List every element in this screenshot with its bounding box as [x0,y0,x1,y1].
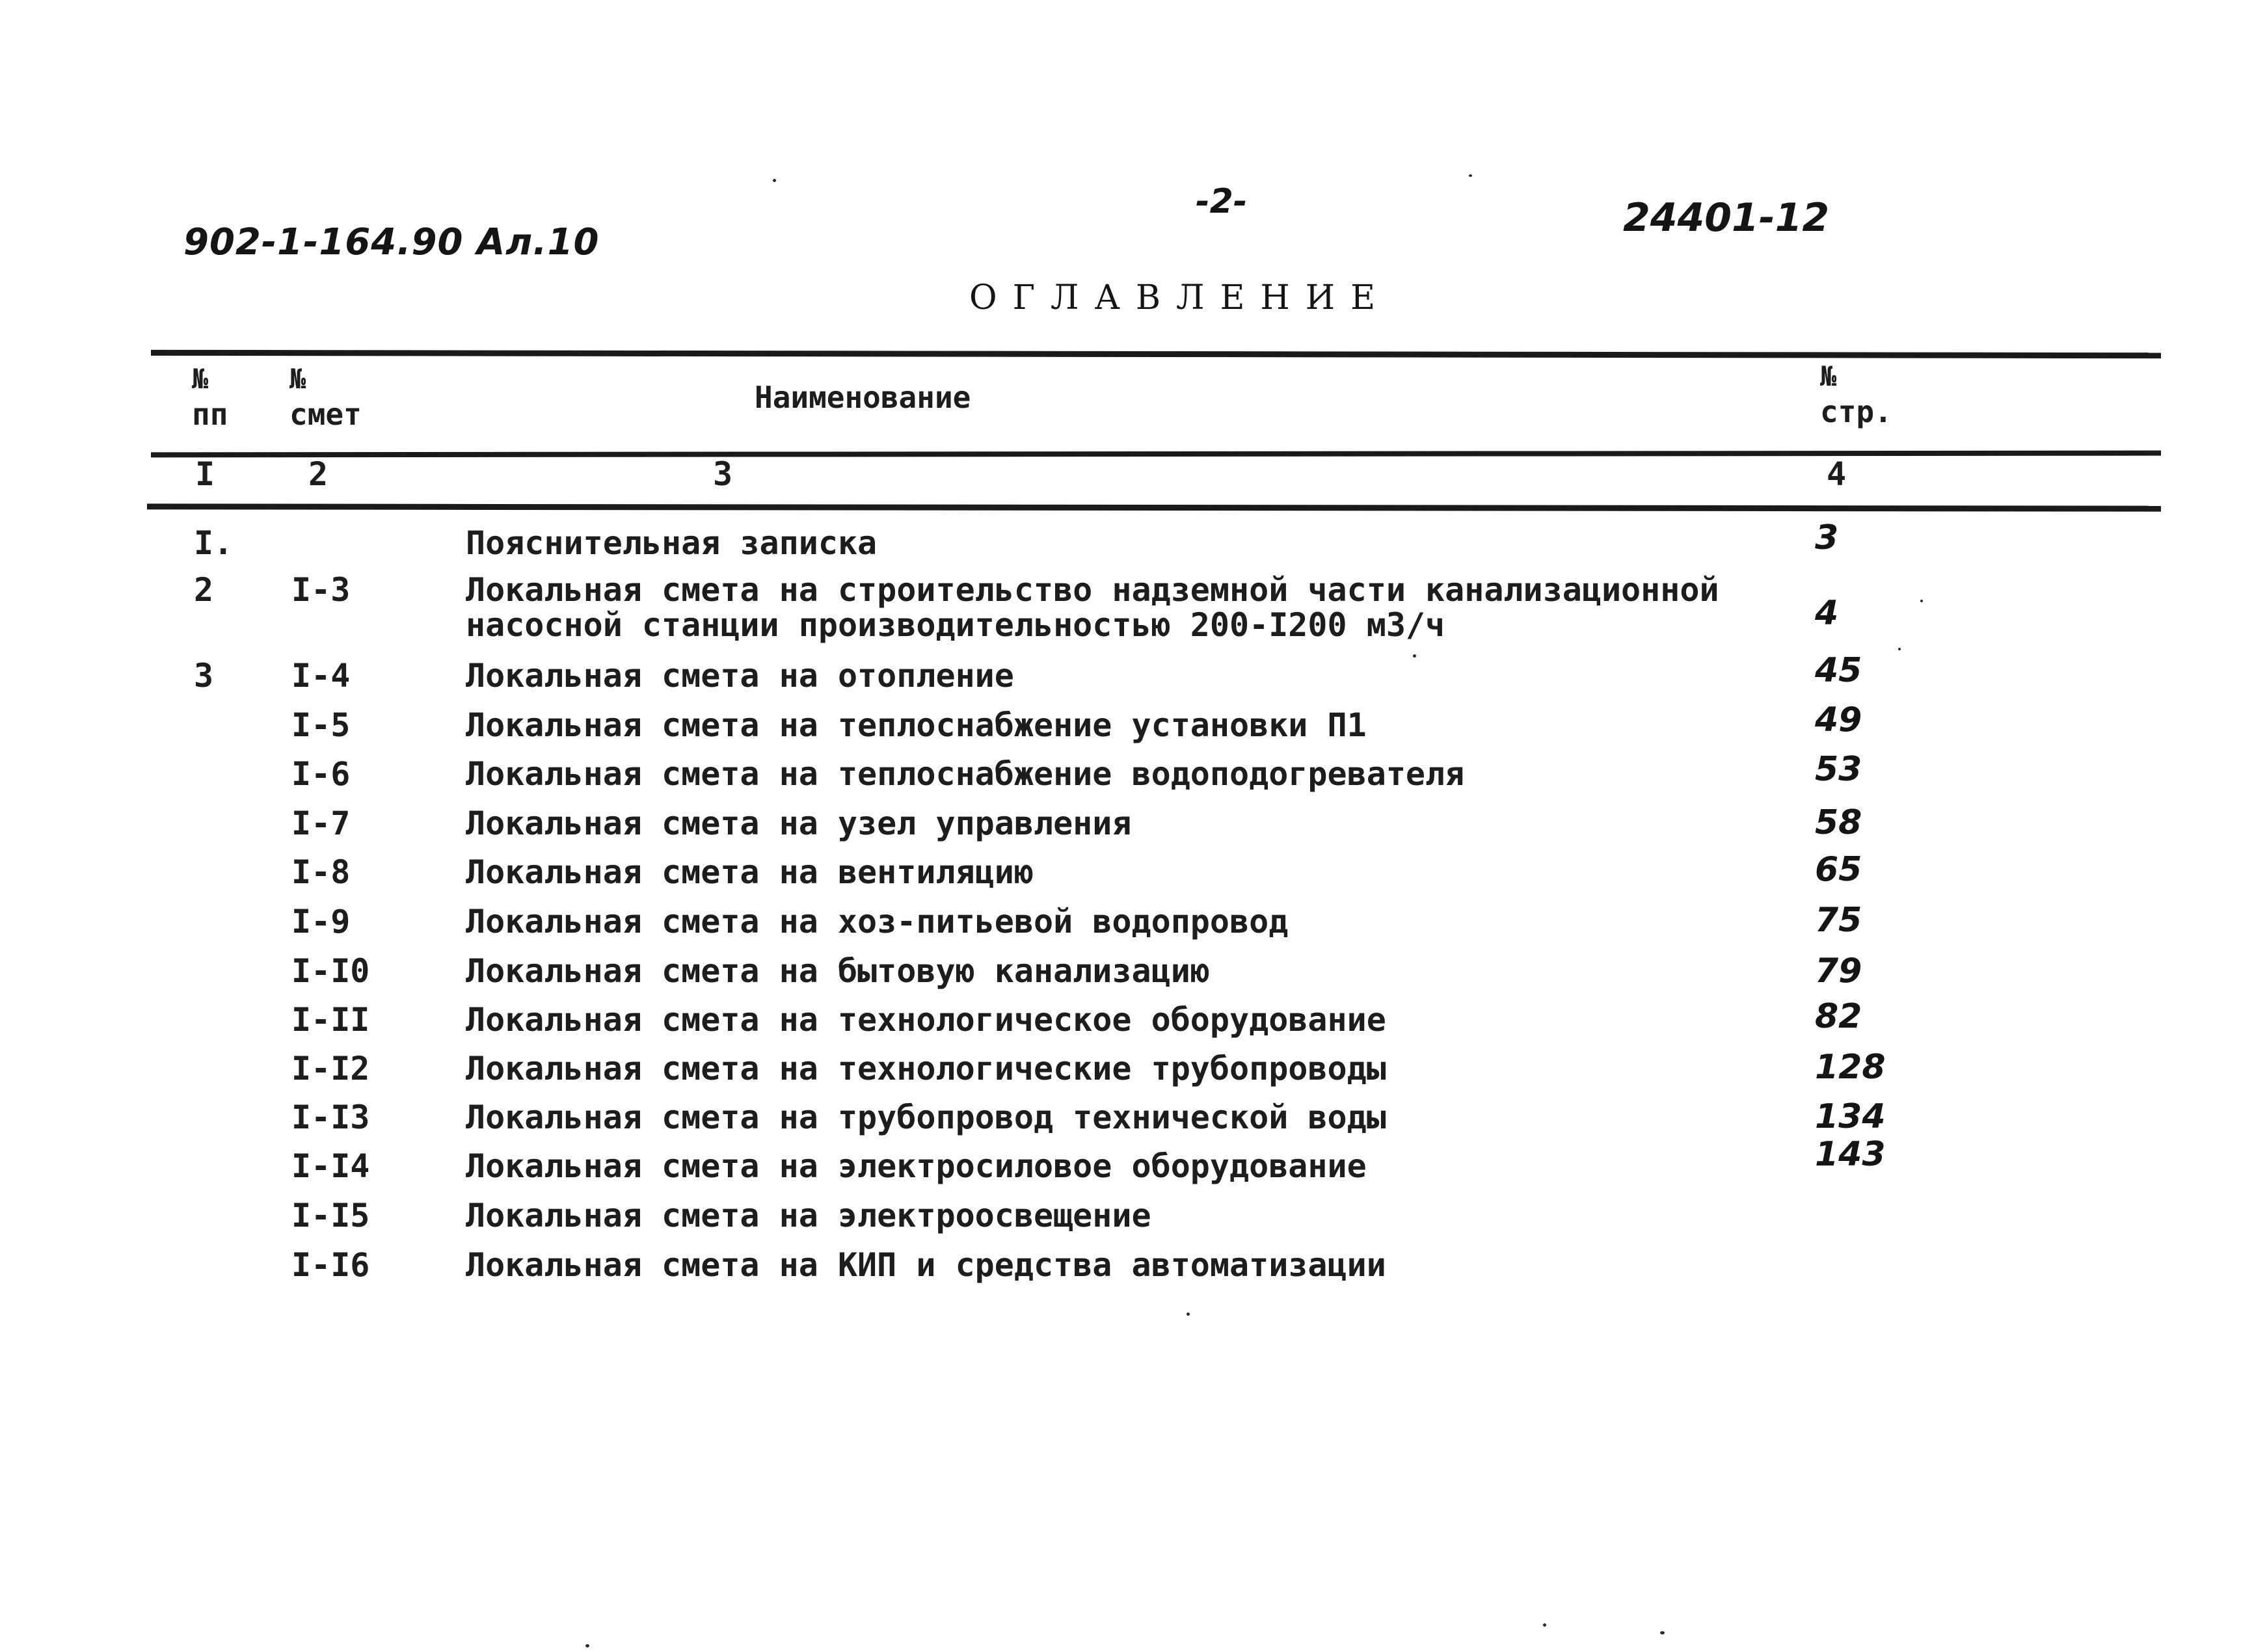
row-estimate-number: I-8 [291,853,351,891]
document-code: 902-1-164.90 Ал.10 [183,221,600,263]
scan-speck [1187,1312,1190,1316]
row-title-line: насосной станции производительностью 200-I200 м3/ч [466,606,1445,644]
column-number-1: I [195,455,215,493]
row-page-number: 134 [1815,1097,1886,1136]
row-title-line: Локальная смета на хоз-питьевой водопровод [466,903,1289,940]
row-estimate-number: I-I3 [291,1099,370,1136]
row-page-number: 49 [1815,700,1862,739]
row-page-number: 65 [1815,850,1862,889]
row-title [466,658,1014,693]
header-page-number-sign: № [1820,360,1837,392]
row-pp-number: I. [194,524,234,562]
row-title-line: Локальная смета на узел управления [466,805,1132,842]
row-estimate-number: I-I2 [291,1050,370,1087]
row-page-number: 58 [1815,803,1862,842]
row-estimate-number: I-3 [291,571,351,609]
row-title [466,953,1210,989]
header-smet-number-sign: № [289,363,306,395]
row-title [466,572,1719,643]
row-estimate-number: I-I5 [291,1197,370,1234]
row-estimate-number: I-II [291,1001,370,1039]
row-title-line: Локальная смета на технологическое оборудование [466,1001,1386,1039]
row-title-line: Локальная смета на трубопровод технической воды [466,1099,1386,1136]
scan-speck [1543,1623,1546,1627]
row-estimate-number: I-5 [291,706,351,744]
row-title-line: Локальная смета на отопление [466,657,1014,695]
row-title [466,1002,1386,1037]
row-title-line: Пояснительная записка [466,524,878,562]
row-title [466,1198,1151,1233]
row-title [466,756,1464,792]
row-title-line: Локальная смета на строительство надземной части канализационной [466,571,1719,609]
header-pp-label: пп [192,397,228,432]
row-title [466,806,1132,841]
row-title-line: Локальная смета на технологические трубопроводы [466,1050,1386,1087]
scan-speck [585,1644,589,1647]
row-title [466,904,1288,939]
column-number-4: 4 [1827,455,1847,493]
row-page-number: 4 [1815,594,1839,633]
row-title [466,1247,1386,1283]
row-estimate-number: I-I0 [291,952,370,990]
row-title [466,1051,1386,1086]
header-page-label: стр. [1820,394,1892,429]
column-number-2: 2 [308,455,329,493]
page-number: -2- [1196,182,1248,221]
row-title-line: Локальная смета на электросиловое оборудование [466,1147,1367,1185]
row-page-number: 82 [1815,997,1862,1036]
row-pp-number: 3 [194,657,214,695]
row-page-number: 53 [1815,750,1862,789]
header-smet-label: смет [289,397,362,432]
row-title-line: Локальная смета на КИП и средства автоматизации [466,1246,1386,1284]
scan-speck [773,179,776,182]
scan-speck [1898,648,1901,650]
row-title [466,708,1367,743]
header-pp-number-sign: № [192,363,209,395]
scan-speck [1413,654,1416,658]
row-page-number: 75 [1815,901,1862,940]
row-title [466,526,877,561]
row-title-line: Локальная смета на вентиляцию [466,853,1034,891]
row-title-line: Локальная смета на бытовую канализацию [466,952,1210,990]
row-page-number: 3 [1815,518,1839,557]
row-title-line: Локальная смета на теплоснабжение установки П1 [466,706,1367,744]
row-estimate-number: I-4 [291,657,351,695]
row-title [466,855,1034,890]
row-page-number: 45 [1815,651,1862,690]
row-estimate-number: I-7 [291,805,351,842]
header-name: Наименование [755,380,971,415]
row-page-number: 79 [1815,952,1862,991]
scan-speck [1920,600,1923,602]
row-estimate-number: I-I4 [291,1147,370,1185]
column-number-3: 3 [713,455,733,493]
row-estimate-number: I-6 [291,755,351,793]
row-pp-number: 2 [194,571,214,609]
row-title-line: Локальная смета на теплоснабжение водоподогревателя [466,755,1465,793]
row-title-line: Локальная смета на электроосвещение [466,1197,1151,1234]
row-estimate-number: I-9 [291,903,351,940]
row-title [466,1100,1386,1135]
scan-speck [1660,1631,1665,1634]
scan-speck [1469,174,1472,177]
row-estimate-number: I-I6 [291,1246,370,1284]
toc-title: ОГЛАВЛЕНИЕ [969,278,1391,317]
archive-number: 24401-12 [1623,195,1830,241]
row-title [466,1149,1367,1184]
row-page-number: 143 [1815,1135,1886,1174]
row-page-number: 128 [1815,1048,1886,1087]
